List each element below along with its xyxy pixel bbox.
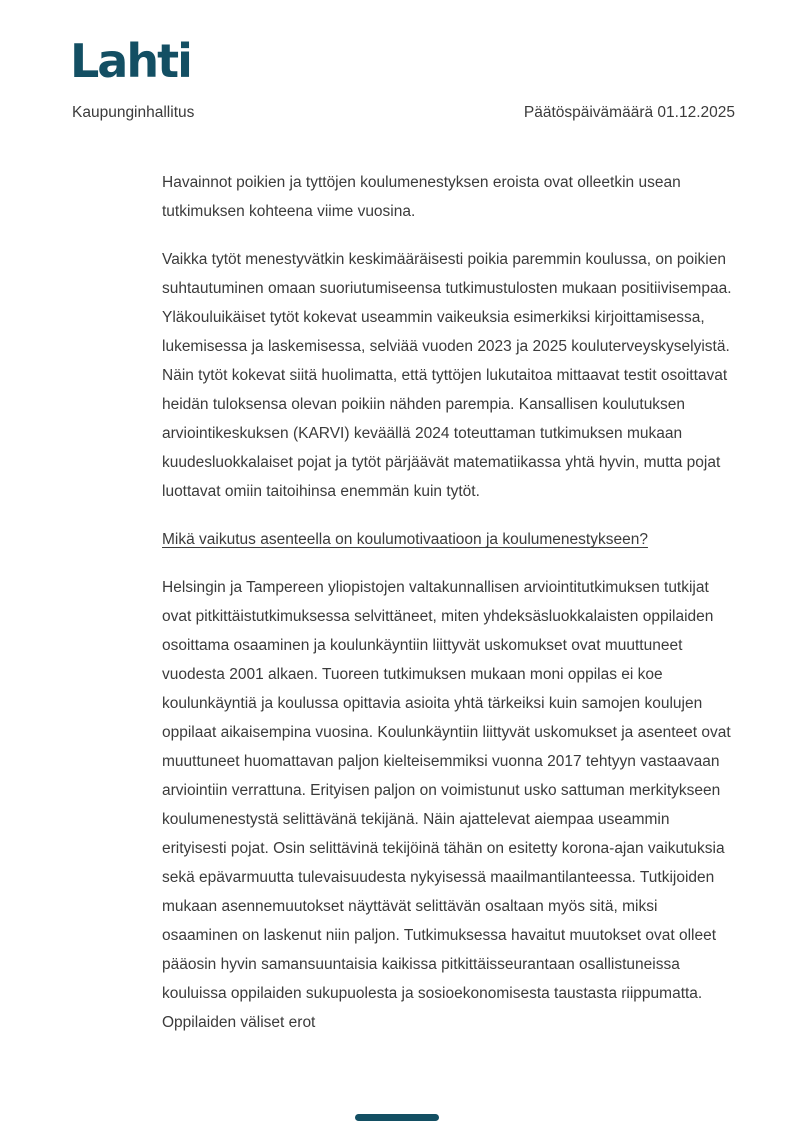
paragraph-longitudinal-study: Helsingin ja Tampereen yliopistojen valtakunnallisen arviointitutkimuksen tutkijat ovat pitkittäistutkimuksessa selvittäneet, miten yhdeksäsluokkalaisten oppilaiden osoittama osaaminen ja koulunkäyntiin liittyvät uskomukset ovat muuttuneet vuodesta 2001 alkaen. Tuoreen tutkimuksen mukaan moni oppilas ei koe koulunkäyntiä ja koulussa opittavia asioita yhtä tärkeiksi kuin samojen koulujen oppilaat aikaisempina vuosina. Koulunkäyntiin liittyvät uskomukset ja asenteet ovat muuttuneet huomattavan paljon kielteisemmiksi vuonna 2017 tehtyyn vastaavaan arviointiin verrattuna. Erityisen paljon on voimistunut usko sattuman merkitykseen koulumenestystä selittävänä tekijänä. Näin ajattelevat aiempaa useammin erityisesti pojat. Osin selittävinä tekijöinä tähän on esitetty korona-ajan vaikutuksia sekä epävarmuutta tulevaisuudesta nykyisessä maailmantilanteessa. Tutkijoiden mukaan asennemuutokset näyttävät selittävän osaltaan myös sitä, miksi osaaminen on laskenut niin paljon. Tutkimuksessa havaitut muutokset ovat olleet pääosin hyvin samansuuntaisia kaikissa pitkittäisseurantaan osallistuneissa kouluissa oppilaiden sukupuolesta ja sosioekonomisesta taustasta riippumatta. Oppilaiden väliset erot [162,579,731,1031]
document-body [162,168,737,1056]
page-footer-bar [355,1114,439,1121]
paragraph-research-findings: Vaikka tytöt menestyvätkin keskimääräisesti poikia paremmin koulussa, on poikien suhtautuminen omaan suoriutumiseensa tutkimustulosten mukaan positiivisempaa. Yläkouluikäiset tytöt kokevat useammin vaikeuksia esimerkiksi kirjoittamisessa, lukemisessa ja laskemisessa, selviää vuoden 2023 ja 2025 kouluterveyskyselyistä. Näin tytöt kokevat siitä huolimatta, että tyttöjen lukutaitoa mittaavat testit osoittavat heidän tuloksensa olevan poikiin nähden parempia. Kansallisen koulutuksen arviointikeskuksen (KARVI) keväällä 2024 toteuttaman tutkimuksen mukaan kuudesluokkalaiset pojat ja tytöt pärjäävät matematiikassa yhtä hyvin, mutta pojat luottavat omiin taitoihinsa enemmän kuin tytöt. [162,251,732,500]
paragraph-observations: Havainnot poikien ja tyttöjen koulumenestyksen eroista ovat olleetkin usean tutkimuksen kohteena viime vuosina. [162,174,681,220]
section-heading-attitude-question: Mikä vaikutus asenteella on koulumotivaatioon ja koulumenestykseen? [162,531,648,548]
document-header [72,104,735,122]
header-decision-date: Päätöspäivämäärä 01.12.2025 [523,104,735,121]
lahti-logo: Lahti [70,34,191,88]
header-committee-label: Kaupunginhallitus [72,104,195,121]
